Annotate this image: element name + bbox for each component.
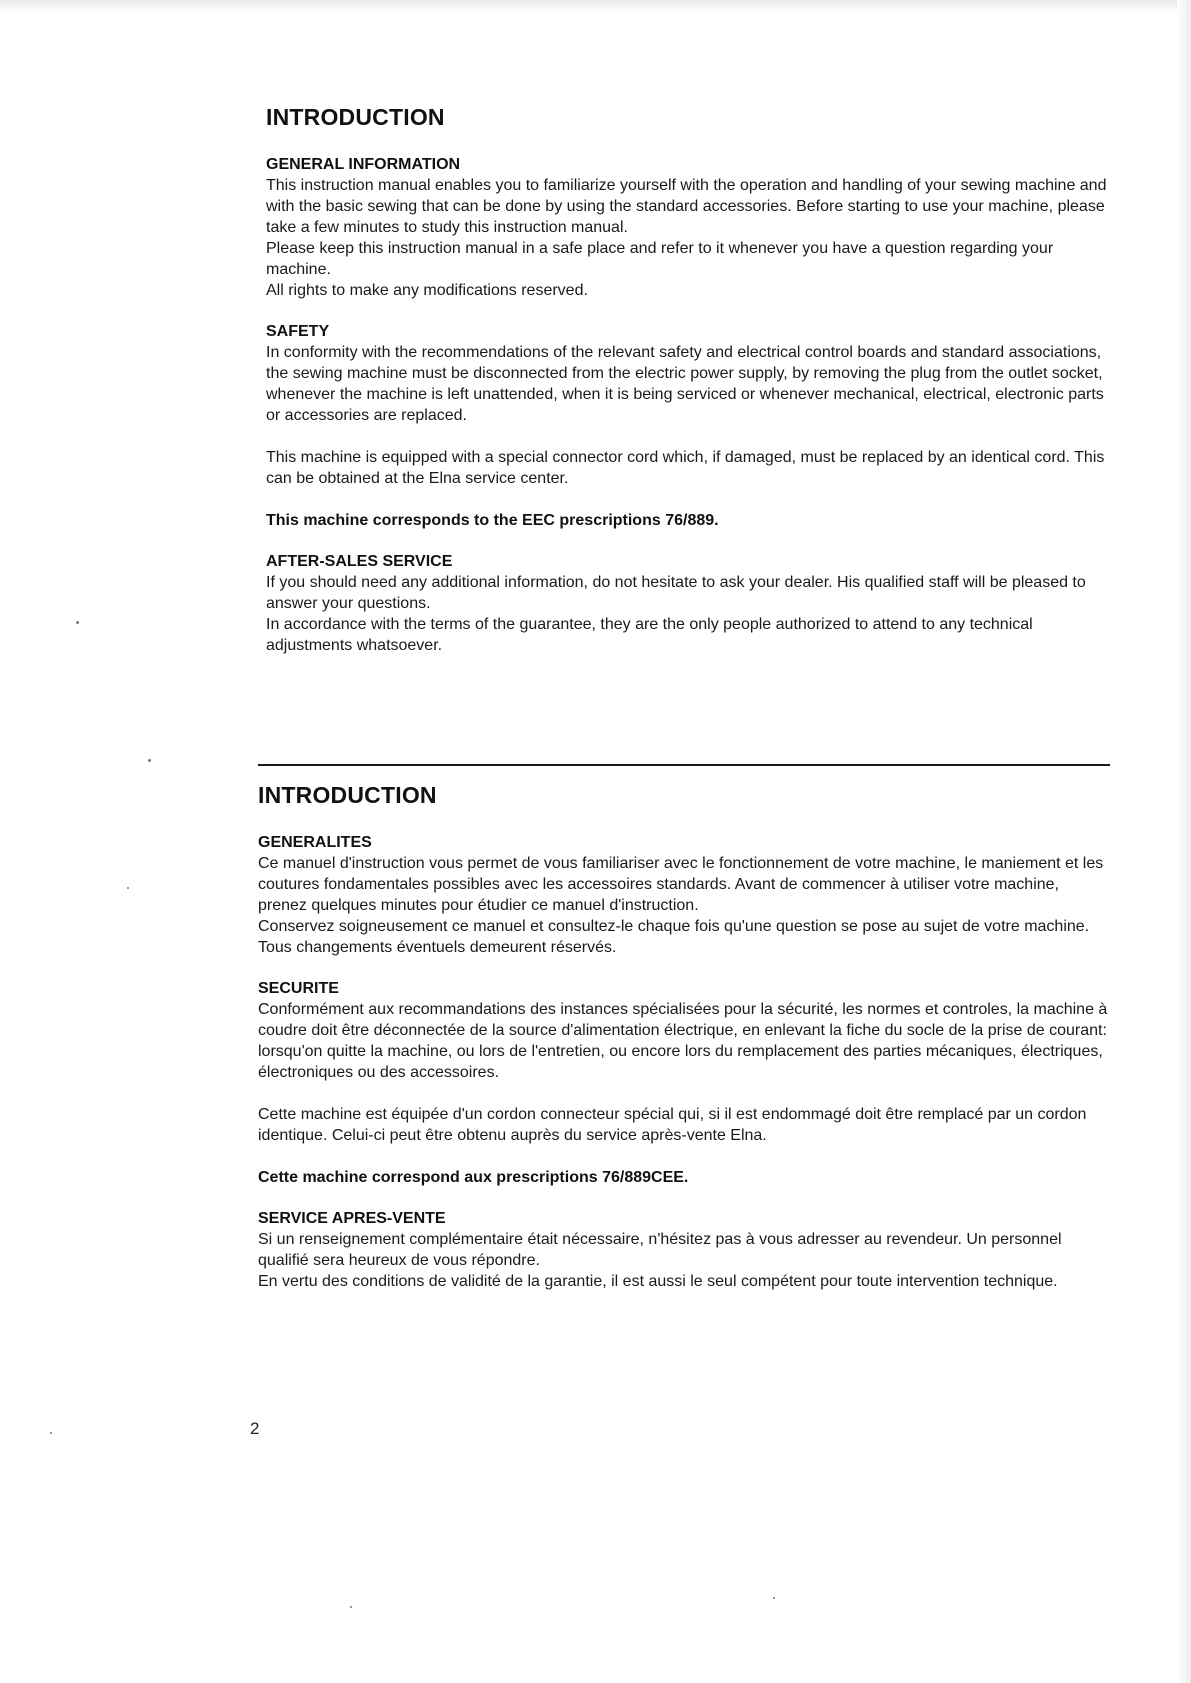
english-safety-heading: SAFETY (266, 323, 330, 340)
english-after-sales-line-2: In accordance with the terms of the guarantee, they are the only people authorized to attend to any technical adjustments whatsoever. (266, 616, 1033, 654)
english-safety-para-1: In conformity with the recommendations of the relevant safety and electrical control boards and standard associations, the sewing machine must be disconnected from the electric power supply, by removing the plug from the outlet socket, whenever the machine is left unattended, when it is being serviced or whenever mechanical, electrical, electronic parts or accessories are replaced. (266, 344, 1104, 424)
english-after-sales (266, 552, 1116, 656)
french-general-line-1: Ce manuel d'instruction vous permet de vous familiariser avec le fonctionnement de votre machine, le maniement et les coutures fondamentales possibles avec les accessoires standards. Avant de commencer à utiliser votre machine, prenez quelques minutes pour étudier ce manuel d'instruction. (258, 855, 1104, 914)
french-safety (258, 979, 1108, 1146)
english-after-sales-heading: AFTER-SALES SERVICE (266, 553, 453, 570)
french-safety-para-1: Conformément aux recommandations des instances spécialisées pour la sécurité, les normes et controles, la machine à coudre doit être déconnectée de la source d'alimentation électrique, en enlevant la fiche du socle de la prise de courant: lorsqu'on quitte la machine, ou lors de l'entretien, ou encore lors du remplacement des parties mécaniques, électriques, électroniques ou des accessoires. (258, 1001, 1108, 1081)
section-divider (258, 764, 1110, 766)
english-title: INTRODUCTION (266, 104, 445, 130)
scan-speck (50, 1432, 52, 1434)
english-general-line-1: This instruction manual enables you to familiarize yourself with the operation and handling of your sewing machine and with the basic sewing that can be done by using the standard accessories. Before starting to use your machine, please take a few minutes to study this instruction manual. (266, 177, 1107, 236)
french-general-line-2: Conservez soigneusement ce manuel et consultez-le chaque fois qu'une question se pose au sujet de votre machine. (258, 918, 1090, 935)
french-title: INTRODUCTION (258, 782, 437, 808)
french-eec-note: Cette machine correspond aux prescriptions 76/889CEE. (258, 1169, 689, 1186)
french-after-sales-line-1: Si un renseignement complémentaire était nécessaire, n'hésitez pas à vous adresser au revendeur. Un personnel qualifié sera heureux de vous répondre. (258, 1231, 1062, 1269)
french-section (0, 782, 1191, 1313)
french-safety-heading: SECURITE (258, 980, 339, 997)
english-general-heading: GENERAL INFORMATION (266, 156, 461, 173)
scan-top-edge (0, 0, 1191, 12)
french-after-sales (258, 1209, 1108, 1292)
french-general-information (258, 833, 1108, 958)
scan-speck (76, 621, 79, 624)
scan-speck (148, 759, 151, 762)
french-after-sales-heading: SERVICE APRES-VENTE (258, 1210, 446, 1227)
french-general-line-3: Tous changements éventuels demeurent réservés. (258, 939, 617, 956)
english-section (0, 104, 1191, 677)
english-safety (266, 322, 1116, 489)
english-safety-para-2: This machine is equipped with a special connector cord which, if damaged, must be replaced by an identical cord. This can be obtained at the Elna service center. (266, 449, 1105, 487)
english-general-line-3: All rights to make any modifications reserved. (266, 282, 588, 299)
english-eec-note: This machine corresponds to the EEC prescriptions 76/889. (266, 512, 719, 529)
scan-speck (127, 887, 129, 889)
english-after-sales-line-1: If you should need any additional information, do not hesitate to ask your dealer. His qualified staff will be pleased to answer your questions. (266, 574, 1086, 612)
english-general-line-2: Please keep this instruction manual in a safe place and refer to it whenever you have a question regarding your machine. (266, 240, 1054, 278)
scan-speck (350, 1606, 352, 1608)
french-general-heading: GENERALITES (258, 834, 372, 851)
scan-speck (773, 1597, 775, 1599)
english-general-information (266, 155, 1116, 301)
page-number: 2 (250, 1419, 260, 1438)
french-safety-para-2: Cette machine est équipée d'un cordon connecteur spécial qui, si il est endommagé doit être remplacé par un cordon identique. Celui-ci peut être obtenu auprès du service après-vente Elna. (258, 1106, 1087, 1144)
french-after-sales-line-2: En vertu des conditions de validité de la garantie, il est aussi le seul compétent pour toute intervention technique. (258, 1273, 1058, 1290)
